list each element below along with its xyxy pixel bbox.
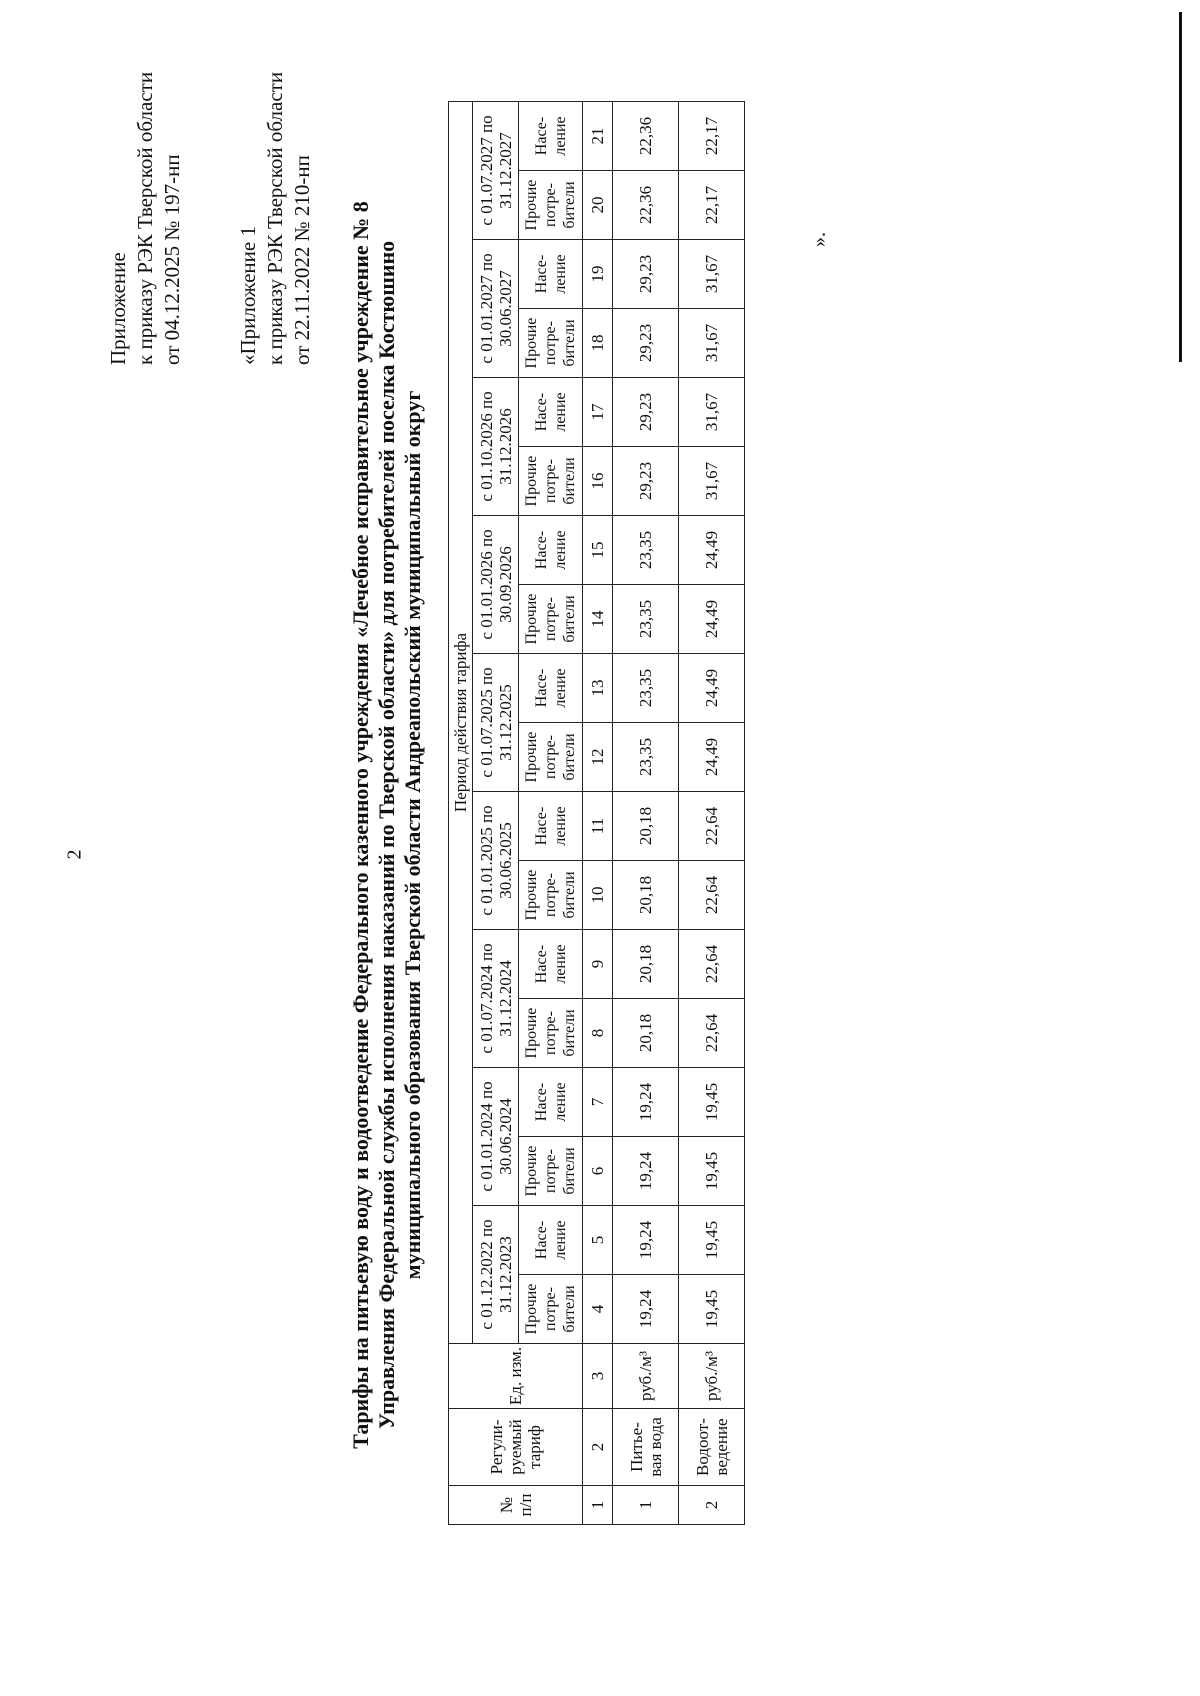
- header-number: № п/п: [449, 1486, 583, 1525]
- column-number: 16: [583, 447, 613, 516]
- appendix-old-line3: от 22.11.2022 № 210-нп: [290, 155, 314, 365]
- tariff-value: 24,49: [679, 654, 745, 723]
- column-number: 7: [583, 1068, 613, 1137]
- group-other-consumers: Прочие потре-бители: [519, 999, 583, 1068]
- period-header: с 01.01.2025 по 30.06.2025: [473, 792, 519, 930]
- header-period: Период действия тарифа: [449, 102, 473, 1344]
- tariff-value: 20,18: [613, 930, 679, 999]
- group-population: Насе-ление: [519, 516, 583, 585]
- group-population: Насе-ление: [519, 240, 583, 309]
- title-line1: Тарифы на питьевую воду и водоотведение Федерального казенного учреждения «Лечебное исправительное учреждение № 8: [348, 201, 373, 1449]
- column-number: 19: [583, 240, 613, 309]
- column-number: 12: [583, 723, 613, 792]
- tariff-value: 22,64: [679, 930, 745, 999]
- appendix-new-line1: Приложение: [106, 252, 130, 365]
- tariff-value: 31,67: [679, 447, 745, 516]
- tariff-value: 20,18: [613, 999, 679, 1068]
- tariff-value: 29,23: [613, 447, 679, 516]
- page-number: 2: [63, 849, 86, 860]
- tariff-value: 29,23: [613, 309, 679, 378]
- group-population: Насе-ление: [519, 1068, 583, 1137]
- tariff-value: 19,24: [613, 1137, 679, 1206]
- column-number: 9: [583, 930, 613, 999]
- appendix-old-line1: «Приложение 1: [236, 226, 260, 365]
- tariff-value: 19,24: [613, 1206, 679, 1275]
- document-title: [348, 15, 426, 1655]
- tariff-value: 31,67: [679, 309, 745, 378]
- group-other-consumers: Прочие потре-бители: [519, 585, 583, 654]
- group-population: Насе-ление: [519, 792, 583, 861]
- group-other-consumers: Прочие потре-бители: [519, 861, 583, 930]
- period-header: с 01.07.2027 по 31.12.2027: [473, 102, 519, 240]
- row-unit: руб./м³: [613, 1344, 679, 1409]
- tariff-value: 24,49: [679, 516, 745, 585]
- tariff-value: 29,23: [613, 378, 679, 447]
- group-population: Насе-ление: [519, 654, 583, 723]
- group-other-consumers: Прочие потре-бители: [519, 309, 583, 378]
- tariff-table: [448, 101, 745, 1525]
- group-other-consumers: Прочие потре-бители: [519, 1137, 583, 1206]
- table-row: [613, 102, 679, 1525]
- column-number: 6: [583, 1137, 613, 1206]
- tariff-value: 22,36: [613, 171, 679, 240]
- tariff-value: 24,49: [679, 585, 745, 654]
- appendix-new-line3: от 04.12.2025 № 197-нп: [160, 154, 184, 365]
- period-header: с 01.10.2026 по 31.12.2026: [473, 378, 519, 516]
- tariff-value: 19,45: [679, 1275, 745, 1344]
- row-number: 1: [613, 1486, 679, 1525]
- period-header: с 01.01.2026 по 30.09.2026: [473, 516, 519, 654]
- column-number: 20: [583, 171, 613, 240]
- tariff-value: 20,18: [613, 792, 679, 861]
- column-number: 13: [583, 654, 613, 723]
- group-other-consumers: Прочие потре-бители: [519, 723, 583, 792]
- column-number: 1: [583, 1486, 613, 1525]
- tariff-value: 22,64: [679, 792, 745, 861]
- row-number: 2: [679, 1486, 745, 1525]
- tariff-value: 23,35: [613, 516, 679, 585]
- column-number: 14: [583, 585, 613, 654]
- group-population: Насе-ление: [519, 1206, 583, 1275]
- column-number: 3: [583, 1344, 613, 1409]
- column-number: 21: [583, 102, 613, 171]
- tariff-value: 23,35: [613, 585, 679, 654]
- tariff-value: 23,35: [613, 723, 679, 792]
- group-other-consumers: Прочие потре-бители: [519, 447, 583, 516]
- column-number: 2: [583, 1409, 613, 1486]
- group-other-consumers: Прочие потре-бители: [519, 171, 583, 240]
- rotated-document: [0, 15, 1130, 1655]
- title-line2: Управления Федеральной службы исполнения наказаний по Тверской области» для потребителей поселка Костюшино: [374, 240, 399, 1430]
- tariff-value: 19,45: [679, 1137, 745, 1206]
- column-number: 8: [583, 999, 613, 1068]
- period-header: с 01.01.2027 по 30.06.2027: [473, 240, 519, 378]
- period-header: с 01.07.2025 по 31.12.2025: [473, 654, 519, 792]
- column-number: 5: [583, 1206, 613, 1275]
- header-unit: Ед. изм.: [449, 1344, 583, 1409]
- tariff-value: 23,35: [613, 654, 679, 723]
- table-row: [679, 102, 745, 1525]
- appendix-new-block: [105, 72, 186, 365]
- appendix-old-block: [235, 72, 316, 365]
- tariff-value: 19,45: [679, 1068, 745, 1137]
- tariff-value: 19,24: [613, 1068, 679, 1137]
- period-header: с 01.01.2024 по 30.06.2024: [473, 1068, 519, 1206]
- tariff-value: 31,67: [679, 240, 745, 309]
- scan-edge-line: [1179, 12, 1182, 362]
- tariff-value: 22,36: [613, 102, 679, 171]
- tariff-value: 22,64: [679, 999, 745, 1068]
- tariff-value: 20,18: [613, 861, 679, 930]
- tariff-value: 31,67: [679, 378, 745, 447]
- column-number: 4: [583, 1275, 613, 1344]
- title-line3: муниципального образования Тверской области Андреапольский муниципальный округ: [400, 390, 425, 1280]
- row-unit: руб./м³: [679, 1344, 745, 1409]
- row-tariff: Водоот-ведение: [679, 1409, 745, 1486]
- tariff-value: 24,49: [679, 723, 745, 792]
- tariff-value: 19,24: [613, 1275, 679, 1344]
- row-tariff: Питье-вая вода: [613, 1409, 679, 1486]
- column-number: 18: [583, 309, 613, 378]
- period-header: с 01.07.2024 по 31.12.2024: [473, 930, 519, 1068]
- closing-mark: ».: [808, 232, 830, 247]
- group-population: Насе-ление: [519, 930, 583, 999]
- tariff-value: 22,17: [679, 171, 745, 240]
- header-tariff: Регули-руемый тариф: [449, 1409, 583, 1486]
- appendix-new-line2: к приказу РЭК Тверской области: [133, 71, 157, 365]
- column-number: 15: [583, 516, 613, 585]
- tariff-value: 22,64: [679, 861, 745, 930]
- column-number: 11: [583, 792, 613, 861]
- column-number: 10: [583, 861, 613, 930]
- group-population: Насе-ление: [519, 378, 583, 447]
- tariff-value: 29,23: [613, 240, 679, 309]
- group-population: Насе-ление: [519, 102, 583, 171]
- tariff-value: 22,17: [679, 102, 745, 171]
- tariff-value: 19,45: [679, 1206, 745, 1275]
- period-header: с 01.12.2022 по 31.12.2023: [473, 1206, 519, 1344]
- appendix-old-line2: к приказу РЭК Тверской области: [263, 71, 287, 365]
- column-number: 17: [583, 378, 613, 447]
- group-other-consumers: Прочие потре-бители: [519, 1275, 583, 1344]
